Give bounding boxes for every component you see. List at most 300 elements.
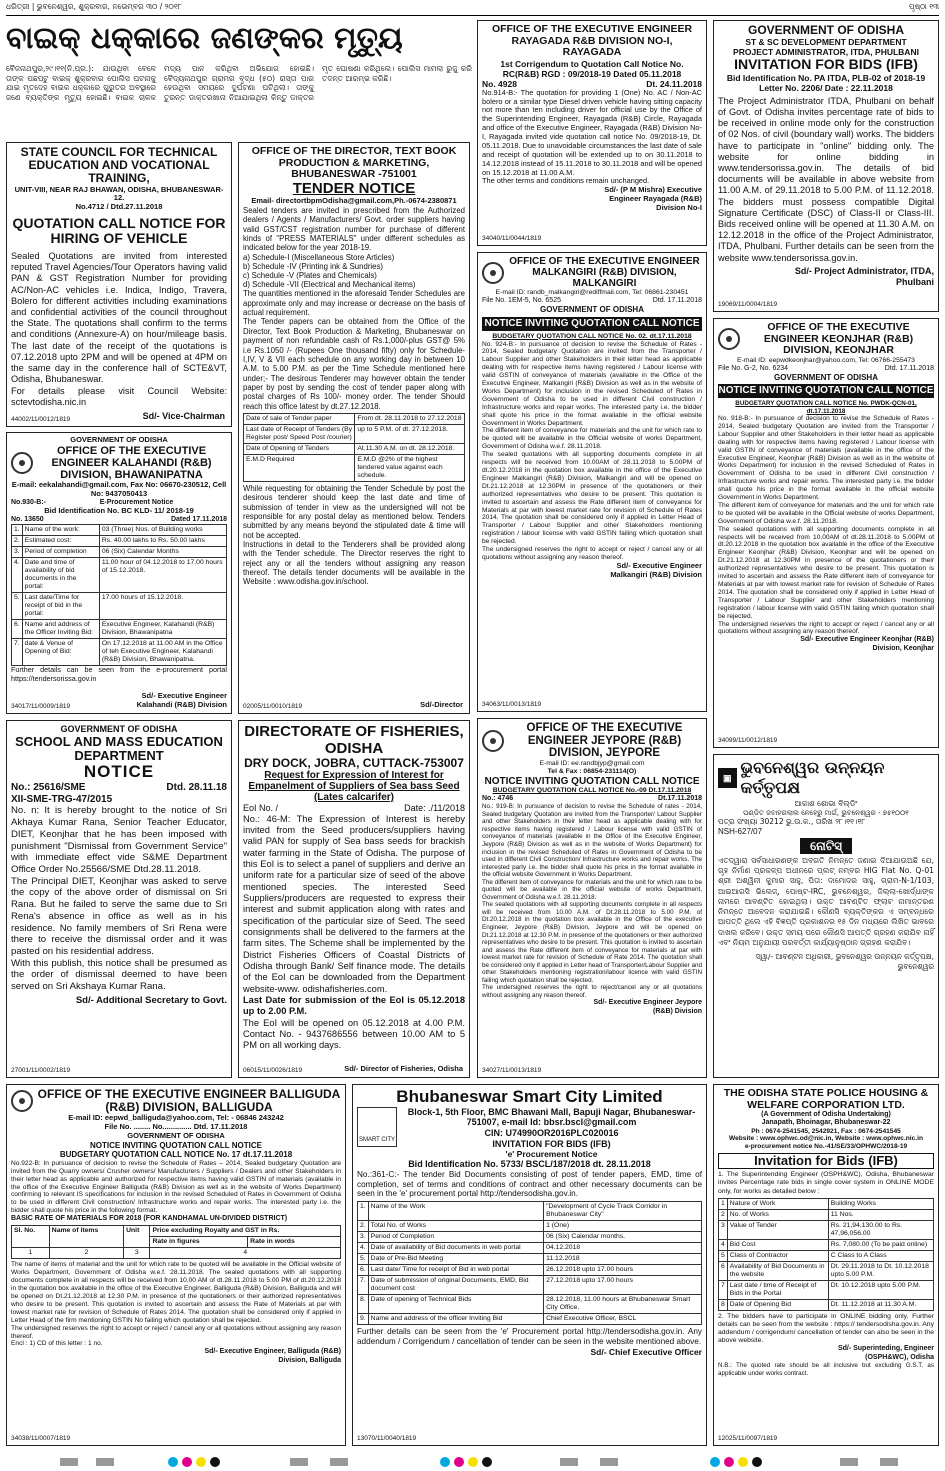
textbook-table-cell: Last date of Receipt of Tenders (By Register post/ Speed Post /courier) bbox=[244, 424, 355, 443]
sme-title: SCHOOL AND MASS EDUCATION DEPARTMENT bbox=[15, 733, 223, 763]
police-ref: 12025/11/0097/1819 bbox=[718, 1435, 778, 1443]
gray-swatch bbox=[330, 1458, 348, 1466]
sme-para-3: With this publish, this notice shall be presumed as the order of dismissal deemed to have been served on Sri Akshaya Kumar Rana. bbox=[11, 957, 227, 993]
odisha-emblem-icon bbox=[11, 452, 33, 474]
balliguda-ref: 34038/11/0007/1819 bbox=[11, 1435, 71, 1443]
rayagada-sub: 1st Corrigendum to Quotation Call Notice No. bbox=[500, 58, 684, 69]
police-table-cell: Dt. 11.12.2018 at 11.30 A.M. bbox=[828, 1299, 933, 1310]
bda-logo-icon: ▣ bbox=[718, 768, 737, 788]
scte-title: STATE COUNCIL FOR TECHNICAL EDUCATION AND VOCATIONAL TRAINING, bbox=[20, 145, 218, 186]
rayagada-signature: Sd/- (P M Mishra) Executive Engineer Rayagada (R&B) Division No-I bbox=[604, 185, 702, 212]
running-header-left: ଧରିତ୍ରୀ | ଭୁବନେଶ୍ୱର, ଶୁକ୍ରବାର, ନଭେମ୍ବର ୩୦ / ୨୦୧୮ bbox=[6, 2, 182, 11]
bscl-address: Block-1, 5th Floor, BMC Bhawani Mall, Bapuji Nagar, Bhubaneswar-751007, e-mail Id: bbsr.bscl@gmail.com bbox=[407, 1106, 696, 1128]
police-signature: Sd/- Superinteding, Engineer (OSPH&WC), Odisha bbox=[837, 1345, 934, 1361]
kalahandi-table-cell: Estimated cost: bbox=[22, 536, 99, 547]
jeypore-date: Dt.17.11.2018 bbox=[658, 794, 702, 802]
scte-notice bbox=[6, 142, 232, 427]
police-table-row bbox=[719, 1198, 934, 1209]
bda-sub: ଆକାଶ ଶୋଭା ବିଲ୍ଡିଂ bbox=[794, 798, 858, 808]
bscl-table-cell: Last date/ Time for receipt of Bid in web portal bbox=[368, 1265, 543, 1276]
sme-signature: Sd/- Additional Secretary to Govt. bbox=[75, 994, 227, 1006]
jeypore-para-2: The different item of conveyance for materials and the unit for which rate to be quoted will be available in the official website of works Department, Government of Odisha w.e.f. 28.11.2018. bbox=[482, 878, 702, 901]
kalahandi-table-cell: 2. bbox=[12, 536, 23, 547]
odisha-emblem-icon bbox=[482, 262, 504, 284]
bscl-table-cell: 28.12.2018, 11.00 hours at Bhubaneswar Smart City Office. bbox=[544, 1295, 702, 1314]
jeypore-no: No.: 4746 bbox=[482, 794, 514, 802]
police-table bbox=[718, 1198, 934, 1311]
phulbani-bid-id: Bid Identification No. PA ITDA, PLB-02 of 2018-19 bbox=[726, 72, 926, 83]
bscl-eproc: 'e' Procurement Notice bbox=[505, 1149, 598, 1160]
rayagada-no: No. 4928 bbox=[482, 78, 517, 89]
kalahandi-ref: 34017/11/0009/1819 bbox=[11, 703, 71, 711]
kalahandi-table-cell: Rs. 40.00 lakhs to Rs. 50.00 lakhs bbox=[99, 536, 226, 547]
sme-ref: 27001/11/0002/1819 bbox=[11, 1067, 71, 1075]
police-table-cell: 7 bbox=[719, 1280, 728, 1299]
bda-patra: ପତ୍ର ସଂଖ୍ୟା 30212 ଭୁ.ଉ.କ., ତାରିଖ ୨୮।୧୧।୧୮ bbox=[718, 817, 866, 827]
black-dot bbox=[482, 1457, 492, 1467]
balliguda-h2: BUDGETARY QUOTATION CALL NOTICE No. 17 dt.17.11.2018 bbox=[59, 1150, 293, 1160]
rayagada-rc: RC(R&B) RGD : 09/2018-19 Dated 05.11.2018 bbox=[502, 68, 682, 79]
scte-ref: 44002/11/0012/1819 bbox=[11, 416, 71, 424]
cyan-dot bbox=[168, 1457, 178, 1467]
scte-heading: QUOTATION CALL NOTICE FOR HIRING OF VEHICLE bbox=[12, 215, 226, 247]
bscl-table-row bbox=[358, 1243, 702, 1254]
phulbani-body: The Project Administrator ITDA, Phulbani on behalf of Govt. of Odisha invites percentage rate of bids to be received in online mode only for the construction of 02 Nos. of civil (boundary wall) works. The bidders have to participate in "online" bidding only. The website for online bidding in www.tendersorissa.gov.in. The details of bid documents will be available in above website from 11.00 A.M. of 29.11.2018 to 5.00 P.M. of 11.12.2018. The bidders must possess compatible Digital Signature Certificate (DSC) of Class-II or Class-III. Bids received online will be opened at 11.30 A.M. on 12.12.2018 in the office of the Project Administrator, ITDA, Phulbani. Further details can be seen from the website www.tendersorissa.gov.in. bbox=[718, 95, 934, 263]
fisheries-notice bbox=[238, 720, 470, 1078]
kalahandi-table-cell: On 17.12.2018 at 11.00 AM in the Office of teh Executive Engineer, Kalahandi (R&B) Division, Bhawanipatna. bbox=[99, 639, 226, 666]
balliguda-email: E-mail ID: eepwd_balliguda@yahoo.com, Tel: - 06846 243242 bbox=[68, 1113, 284, 1123]
police-heading: Invitation for Bids (IFB) bbox=[718, 1153, 934, 1169]
bscl-bid-id: Bid Identification No. 5733/ BSCL/187/2018 dt. 28.11.2018 bbox=[408, 1159, 651, 1170]
gray-swatch bbox=[60, 1458, 78, 1466]
balliguda-th-words: Rate in words bbox=[248, 1237, 341, 1248]
bscl-table-cell: Date of availability of Bid documents in web portal bbox=[368, 1243, 543, 1254]
running-header bbox=[6, 2, 939, 16]
police-table-cell: 4 bbox=[719, 1239, 728, 1250]
cyan-dot bbox=[710, 1457, 720, 1467]
police-phone: Ph : 0674-2541545, 2542921, Fax : 0674-2541545 bbox=[751, 1127, 901, 1135]
kalahandi-no: No.930-B:- bbox=[11, 498, 47, 506]
police-housing-notice bbox=[713, 1084, 939, 1446]
sme-heading: NOTICE bbox=[83, 762, 155, 782]
keonjhar-ref: 34099/11/0012/1819 bbox=[718, 737, 778, 745]
fisheries-date: Date: ./11/2018 bbox=[404, 803, 465, 814]
kalahandi-table-cell: 17.00 hours of 15.12.2018. bbox=[99, 593, 226, 620]
malkangiri-date: Dtd. 17.11.2018 bbox=[652, 297, 702, 305]
gray-swatch bbox=[560, 1458, 578, 1466]
textbook-table-cell: From dt. 28.11.2018 to 27.12.2018 bbox=[355, 413, 465, 424]
malkangiri-ref: 34063/11/0013/1819 bbox=[482, 701, 542, 709]
balliguda-th-3: Price excluding Royalty and GST in Rs. bbox=[150, 1226, 341, 1237]
keonjhar-para-2: The different item of conveyance for materials and the unit for which rate to be quoted will be available in the Official website of works Department, Government of Odisha w.e.f. 28.11.2018. bbox=[718, 501, 934, 525]
bscl-table-cell: Period of Completion bbox=[368, 1232, 543, 1243]
police-web: Website : www.ophwc.od@nic.in, Website : www.ophwc.nic.in bbox=[729, 1135, 923, 1143]
kalahandi-table-row bbox=[12, 547, 227, 558]
kalahandi-bid-id: Bid Identification No. BC KLD- 11/ 2018-19 bbox=[44, 506, 194, 516]
textbook-heading: TENDER NOTICE bbox=[292, 179, 416, 197]
malkangiri-gov: GOVERNMENT OF ODISHA bbox=[539, 305, 644, 315]
bscl-signature: Sd/- Chief Executive Officer bbox=[590, 1347, 702, 1358]
malkangiri-para-3: The sealed quotations with all supporting documents complete in all respects will be received from 10.00AM of 28.11.2018 to 5.00PM of dt.20.12.2018 in the quotation box available in the office of the Executive Engineer Malkangiri (R&B) Division, Malkangiri and will be opened on Dt.21.12.2018 at 12.30PM in presence of the quotationers or their authorized representatives who desire to be present. This quotation is invited to ascertain and assess the Rate different item of conveyance for Materials at par with lowest market rate for revision of Schedule of Rates 2014. The quotation shall be considered only if applied in Letter Head of Transporter / Labour Supplier and other Stakeholders mentioning registration / labour license with valid GSTIN failing which quotation shall be rejected. bbox=[482, 451, 702, 546]
malkangiri-email: E-mail ID: randb_malkangiri@rediffmail.com, Tel: 06861-230451 bbox=[495, 289, 689, 296]
kalahandi-table-cell: 3. bbox=[12, 547, 23, 558]
keonjhar-gov: GOVERNMENT OF ODISHA bbox=[773, 372, 878, 382]
balliguda-col-3: 3 bbox=[124, 1248, 150, 1259]
police-table-cell: Dt. 29.11.2018 to Dt. 10.12.2018 upto 5.00 P.M. bbox=[828, 1261, 933, 1280]
balliguda-signature: Sd/- Executive Engineer, Balliguda (R&B) Division, Balliguda bbox=[204, 1348, 341, 1364]
textbook-table-cell: At.11.30 A.M. on dt. 28.12.2018. bbox=[355, 443, 465, 454]
textbook-ref: 02005/11/0010/1819 bbox=[243, 703, 303, 711]
kalahandi-table-cell: 4. bbox=[12, 558, 23, 593]
gray-swatch bbox=[880, 1458, 898, 1466]
kalahandi-table-cell: 06 (Six) Calendar Months bbox=[99, 547, 226, 558]
magenta-dot bbox=[724, 1457, 734, 1467]
scte-body: Sealed Quotations are invited from interested reputed Travel Agencies/Tour Operators having valid PAN & GST Registration Number for providing AC/Non-AC vehicles i.e. Indica, Indigo, Travera, Bolero for different activities including examinations and confidential activities of the council throughout the State. The quotations shall confirm to the terms and conditions (Annexure-A) on hour/mileage basis. The last date of the receipt of the quotations is 07.12.2018 upto 2PM and will be opened at 4PM on the same day in the conference hall of SCTE&VT, Odisha, Bhubaneswar. bbox=[11, 250, 227, 385]
textbook-schedule-item: a) Schedule-I (Miscellaneous Store Articles) bbox=[243, 252, 395, 262]
phulbani-notice bbox=[713, 20, 939, 312]
sme-date: Dtd. 28.11.18 bbox=[166, 781, 227, 793]
balliguda-th-2: Unit bbox=[124, 1226, 150, 1248]
bda-heading: ନୋଟିସ୍ bbox=[800, 838, 852, 854]
police-table-row bbox=[719, 1261, 934, 1280]
keonjhar-para-4: The undersigned reserves the right to accept or reject / cancel any or all quotations without assigning any reason thereof. bbox=[718, 620, 934, 636]
bscl-table-cell: Date of submission of original Documents, EMD, Bid document cost bbox=[368, 1276, 543, 1295]
bscl-table-cell: 04.12.2018 bbox=[544, 1243, 702, 1254]
police-table-cell: Value of Tender bbox=[727, 1220, 828, 1239]
bscl-table-row bbox=[358, 1314, 702, 1325]
jeypore-sub: BUDGETARY QUOTATION CALL NOTICE No.-09 Dt.17.11.2018 bbox=[492, 786, 692, 794]
keonjhar-notice bbox=[713, 318, 939, 748]
sme-para-1: No. n: It is hereby brought to the notice of Sri Akhaya Kumar Rana, Senior Teacher Educator, DIET, Keonjhar that he has been imposed with punishment "Dismissal from Government Service" with immediate effect vide S&ME Department Office Order No.25566/SME Dtd.28.11.2018. bbox=[11, 805, 227, 875]
kalahandi-table bbox=[11, 524, 227, 666]
textbook-table bbox=[243, 413, 465, 482]
textbook-table-cell: Date of Opening of Tenders bbox=[244, 443, 355, 454]
police-table-cell: Rs. 21,94,130.00 to Rs. 47,96,056.00 bbox=[828, 1220, 933, 1239]
rayagada-ref: 34040/11/0044/1819 bbox=[482, 235, 542, 243]
kalahandi-table-row bbox=[12, 558, 227, 593]
bscl-table-cell: Name and address of the officer Inviting Bid bbox=[368, 1314, 543, 1325]
textbook-table-row bbox=[244, 454, 465, 481]
phulbani-title: PROJECT ADMINISTRATOR, ITDA, PHULBANI bbox=[733, 47, 919, 58]
keonjhar-signature: Sd/- Executive Engineer Keonjhar (R&B) Division, Keonjhar bbox=[800, 636, 934, 652]
scte-signature: Sd/- Vice-Chairman bbox=[142, 411, 225, 422]
bscl-intro: No.:361-C:- The tender Bid Documents consisting of post of tender papers, EMD, time of completion, set of terms and conditions of contract and other necessary documents can be seen in the 'e' procurement portal http://tendersodisha.gov.in. bbox=[357, 1169, 702, 1199]
balliguda-title: OFFICE OF THE EXECUTIVE ENGINEER BALLIGUDA (R&B) DIVISION, BALLIGUDA bbox=[37, 1087, 341, 1115]
bscl-table-cell: 1. bbox=[358, 1202, 369, 1221]
keonjhar-para-1: No. 918-B:- In pursuance of decision to revise the Schedule of Rates - 2014, Sealed budgetary Quotation are invited from the Transporter / Labour Supplier and other Stakeholders in their letter head as applicable dealing with for respective items having registered / Labour license with valid GSTIN of conveyance of materials (available in the office of the Executive Engineer, Keonjhar (R&B) Division as well as in the website of Works Department) for inclusion in the revised Scheduled of Rates in Government of Odisha to be used in different Civil construction / Infrastructure works and repair works. The interested party i.e. the bidder shall quote his price in the format available in the official website Government in Works Department. bbox=[718, 414, 934, 502]
police-table-cell: 1 bbox=[719, 1198, 728, 1209]
bscl-table-cell: Chief Executive Officer, BSCL bbox=[544, 1314, 702, 1325]
bscl-table-row bbox=[358, 1254, 702, 1265]
sme-gov: GOVERNMENT OF ODISHA bbox=[60, 724, 178, 734]
bscl-cin: CIN: U74990OR2016PLC020016 bbox=[484, 1127, 619, 1138]
textbook-para-5: Instructions in detail to the Tenderers shall be provided along with the Tender schedule. The Director reserves the right to reject any or all the tenders without assigning any reason thereof. The details tender documents will be available in the Website : www.odisha.gov.in/school. bbox=[243, 540, 465, 587]
rayagada-notice bbox=[477, 20, 707, 246]
police-table-row bbox=[719, 1209, 934, 1220]
rayagada-body: No.914-B:- The quotation for providing 1 (One) No. AC / Non-AC bolero or a similar type Diesel driven vehicle having sitting capacity not more than ten including driver for official use by the Office of the Superintending Engineer, Rayagada (R&B) Circle, Rayagada and office of the Executive Engineer, Rayagada (R&B) Division No-I, Rayagada invited vide quotation call notice No. 09/2018-19, Dt. 05.11.2018. Due to unavoidable circumstances the last date of sale and receipt of quotation will be extended up to on 30.11.2018 to 14.12.2018 instead of 15.11.2018 to 30.11.2018 and will be opened on 15.12.2018 at 11.00 A.M. bbox=[482, 87, 702, 177]
fisheries-para-2: Last Date for submission of the EoI is 05.12.2018 up to 2.00 P.M. bbox=[243, 995, 465, 1017]
fisheries-title: DIRECTORATE OF FISHERIES, ODISHA bbox=[244, 723, 464, 757]
bscl-table-row bbox=[358, 1265, 702, 1276]
kalahandi-table-row bbox=[12, 593, 227, 620]
keonjhar-title: OFFICE OF THE EXECUTIVE ENGINEER KEONJHAR (R&B) DIVISION, KEONJHAR bbox=[763, 321, 914, 357]
black-dot bbox=[752, 1457, 762, 1467]
print-registration-strip bbox=[0, 1453, 945, 1471]
bscl-table-row bbox=[358, 1276, 702, 1295]
textbook-schedules bbox=[243, 253, 465, 290]
kalahandi-table-row bbox=[12, 639, 227, 666]
bscl-table-cell: Date of Pre-Bid Meeting bbox=[368, 1254, 543, 1265]
keonjhar-bar: NOTICE INVITING QUOTATION CALL NOTICE bbox=[718, 385, 934, 397]
keonjhar-file: File No. G-2, No. 6234 bbox=[718, 364, 789, 372]
police-table-cell: Availability of Bid Documents in the website bbox=[727, 1261, 828, 1280]
textbook-para-3: The Tender papers can be obtained from the Office of the Director, Text Book Production & Marketing, Bhubaneswar on payment of non refundable cash of Rs.1,000/-plus GST@ 5% i.e Rs.1050 /- (Rupees One thousand fifty) only for Schedule-I,IV, V & VII each schedule on any working day in between 10 A.M. to 5.00 P.M. as per the Time Schedule mentioned here under;- The desirous Tenderer may however obtain the tender paper by post by sending the cost of tender paper along with postal charges of Rs 100/- money order. The tender Should reach this office latest by dt.27.12.2018. bbox=[243, 317, 465, 411]
police-table-cell: 6 bbox=[719, 1261, 728, 1280]
balliguda-h1: NOTICE INVITING QUOTATION CALL NOTICE bbox=[90, 1140, 262, 1150]
fisheries-heading: Request for Expression of Interest for Empanelment of Suppliers of Sea bass Seed (Lates calcarifer) bbox=[248, 770, 460, 804]
malkangiri-file: File No. 1EM-5, No. 6525 bbox=[482, 297, 561, 305]
balliguda-para-3: The undersigned reserves the right to accept or reject / cancel any or all quotations without assigning any reason thereof. bbox=[11, 1324, 341, 1340]
textbook-table-cell: Date of sale of Tender paper bbox=[244, 413, 355, 424]
kalahandi-signature: Sd/- Executive Engineer Kalahandi (R&B) Division bbox=[136, 691, 227, 710]
magenta-dot bbox=[454, 1457, 464, 1467]
kalahandi-table-row bbox=[12, 620, 227, 639]
textbook-table-row bbox=[244, 443, 465, 454]
jeypore-tel: Tel & Fax : 06854-231114(O) bbox=[547, 767, 637, 775]
bscl-table-cell: 5. bbox=[358, 1254, 369, 1265]
police-para-2: 2. The bidders have to participate in ONLINE bidding only. Further details can be seen from the website : https:// tendersodisha.gov.in. Any addendum / corrigendum/ cancellation of tender can also be seen in the above website. bbox=[718, 1312, 934, 1345]
phulbani-signature: Sd/- Project Administrator, ITDA, Phulbani bbox=[794, 265, 934, 287]
fisheries-signature: Sd/- Director of Fisheries, Odisha bbox=[344, 1064, 463, 1074]
police-table-row bbox=[719, 1239, 934, 1250]
textbook-signature: Sd/-Director bbox=[420, 700, 463, 710]
page-number: ପୃଷ୍ଠା ୧୩ bbox=[908, 2, 939, 11]
bscl-table-cell: 2. bbox=[358, 1221, 369, 1232]
textbook-table-row bbox=[244, 424, 465, 443]
textbook-table-cell: E.M.D @2% of the highest tendered value against each schedule. bbox=[355, 454, 465, 481]
malkangiri-para-4: The undersigned reserves the right to accept or reject / cancel any or all quotations without assigning any reason thereof. bbox=[482, 546, 702, 561]
police-table-cell: C Class to A Class bbox=[828, 1250, 933, 1261]
kalahandi-table-cell: 11.00 hour of 04.12.2018 to 17.00 hours of 15.12.2018. bbox=[99, 558, 226, 593]
kalahandi-file: No. 13650 bbox=[11, 515, 44, 523]
gray-swatch bbox=[600, 1458, 618, 1466]
sme-file-ref: XII-SME-TRG-47/2015 bbox=[11, 793, 113, 805]
police-table-cell: Dt. 10.12.2018 upto 5.00 P.M. bbox=[828, 1280, 933, 1299]
textbook-schedule-item: d) Schedule -VII (Electrical and Mechanical items) bbox=[243, 280, 416, 290]
bscl-table-cell: "Development of Cycle Track Corridor in Bhubaneswar City" bbox=[544, 1202, 702, 1221]
bscl-table-row bbox=[358, 1295, 702, 1314]
jeypore-signature: Sd/- Executive Engineer Jeypore (R&B) Division bbox=[593, 999, 702, 1015]
police-table-row bbox=[719, 1220, 934, 1239]
jeypore-ref: 34027/11/0013/1819 bbox=[482, 1067, 542, 1075]
malkangiri-signature: Sd/- Executive Engineer Malkangiri (R&B) Division bbox=[610, 560, 702, 579]
kalahandi-gov: GOVERNMENT OF ODISHA bbox=[70, 435, 168, 444]
kalahandi-table-cell: Last date/Time for receipt of bid in the portal: bbox=[22, 593, 99, 620]
jeypore-heading: NOTICE INVITING QUOTATION CALL NOTICE bbox=[484, 775, 700, 787]
kalahandi-notice bbox=[6, 432, 232, 714]
balliguda-th-1: Name of items bbox=[49, 1226, 123, 1248]
balliguda-encl: Encl : 1) CD of this letter : 1 no. bbox=[11, 1340, 103, 1348]
kalahandi-title: OFFICE OF THE EXECUTIVE ENGINEER KALAHANDI (R&B) DIVISION, BHAWANIPATNA bbox=[51, 444, 212, 482]
fisheries-address: DRY DOCK, JOBRA, CUTTACK-753007 bbox=[244, 756, 464, 770]
police-table-cell: 2 bbox=[719, 1209, 728, 1220]
kalahandi-table-cell: Executive Engineer, Kalahandi (R&B) Division, Bhawanipatna bbox=[99, 620, 226, 639]
textbook-schedule-item: c) Schedule -V (Plates and Chemicals) bbox=[243, 271, 377, 281]
jeypore-para-4: The undersigned reserves the right to reject/cancel any or all quotations without assigning any reason thereof. bbox=[482, 984, 702, 999]
jeypore-notice bbox=[477, 718, 707, 1078]
kalahandi-table-cell: Name of the work: bbox=[22, 525, 99, 536]
keonjhar-sub: BUDGETARY QUOTATION CALL NOTICE No. PWDK-QCN-01, dt.17.11.2018 bbox=[735, 400, 917, 415]
police-address: Janapath, Bhoinagar, Bhubaneswar-22 bbox=[761, 1119, 891, 1127]
kalahandi-date: Dated 17.11.2018 bbox=[170, 515, 227, 523]
balliguda-table-title: BASIC RATE OF MATERIALS FOR 2018 (FOR KANDHAMAL UN-DIVIDED DISTRICT) bbox=[11, 1215, 288, 1223]
bda-title: ଭୁବନେଶ୍ୱର ଉନ୍ନୟନ କର୍ତ୍ତୃପକ୍ଷ bbox=[740, 758, 885, 798]
bda-body: ଏତଦ୍ୱାରା ସର୍ବସାଧାରଣଙ୍କ ଅବଗତି ନିମନ୍ତେ ଜଣାଇ ଦିଆଯାଉଅଛି ଯେ, ଗୃହ ନିର୍ମାଣ ପ୍ରକଳ୍ପ ଅଧୀନରେ ପ୍ଲଟ୍ ନମ୍ବର HIG Flat No. Q-01 ଶ୍ରୀ ଅଶ୍ୱିନୀ କୁମାର ସାହୁ, ପିତା: ଦାମୋଦର ସାହୁ, ଗ୍ରାମ-N-1/103, ଆଇଆରସି ଭିଲେଜ୍, ପୋଷ୍ଟ-IRC, ଭୁବନେଶ୍ୱର, ଜିଲ୍ଲା-ଖୋର୍ଦ୍ଧାଙ୍କ ନାମରେ ଆବଣ୍ଟିତ ହୋଇଥିଲା। ଉକ୍ତ ଆବଣ୍ଟିତ ଫ୍ଲାଟ ନାମାନ୍ତରଣ ନିମନ୍ତେ ଆବେଦନ କରାଯାଇଛି। କୌଣସି ବ୍ୟକ୍ତିଙ୍କର ଏ ସମ୍ବନ୍ଧରେ ଆପତ୍ତି ଥିଲେ ଏହି ବିଜ୍ଞପ୍ତି ପ୍ରକାଶନର ୧୫ ଦିନ ମଧ୍ୟରେ ଲିଖିତ ଭାବରେ ଦାଖଲ କରିବେ। ଉକ୍ତ ସମୟ ପରେ କୌଣସି ଆପତ୍ତି ଗ୍ରହଣ କରାଯିବ ନାହିଁ ଏବଂ ନିୟମ ଅନୁଯାୟୀ ପରବର୍ତ୍ତୀ କାର୍ଯ୍ୟାନୁଷ୍ଠାନ ଗ୍ରହଣ କରାଯିବ। bbox=[718, 855, 934, 947]
odisha-emblem-icon bbox=[482, 730, 504, 752]
police-sub: (A Government of Odisha Undertaking) bbox=[761, 1111, 891, 1119]
fisheries-eoi-no: EoI No. / bbox=[243, 803, 279, 814]
kalahandi-table-cell: 7. bbox=[12, 639, 23, 666]
police-eproc: e-procurement notice No.-41/SE/33/OPHWC/2018-19 bbox=[744, 1143, 908, 1151]
police-table-cell: Date of Opening Bid bbox=[727, 1299, 828, 1310]
kalahandi-table-cell: 03 (Three) Nos. of Building works bbox=[99, 525, 226, 536]
jeypore-para-3: The sealed quotations with all supporting documents complete in all respects will be received from 10.00 A.M. of Dt.28.11.2018 to 5.00 P.M. of Dt.20.12.2018 in the quotation box available in the Office of the executive Engineer, Jeypore (R&B) Division, Jeypore and will be opened on Dt.21.12.2018 at 12.30 P.M. in presence of the quotationers or their authorized representatives who desire to be present. This quotation is invited to ascertain and assess the Rate different item of conveyance for materials at par with lowest market rate for revision of Schedule of Rate 2014. The quotation shall be considered only if applied in Letter head of Transporter/Labour Supplier and other Stakeholders mentioning registration/labour licence with valid GSTIN failing which quotation shall be rejected. bbox=[482, 901, 702, 984]
rayagada-other: The other terms and conditions remain unchanged. bbox=[482, 176, 650, 186]
yellow-dot bbox=[468, 1457, 478, 1467]
balliguda-th-figures: Rate in figures bbox=[150, 1237, 248, 1248]
kalahandi-table-row bbox=[12, 536, 227, 547]
phulbani-heading: INVITATION FOR BIDS (IFB) bbox=[734, 56, 918, 73]
news-headline: ବାଇକ୍ ଧକ୍କାରେ ଜଣଙ୍କର ମୃତ୍ୟୁ bbox=[6, 21, 403, 56]
kalahandi-table-cell: Period of completion bbox=[22, 547, 99, 558]
news-body: ବୈଜନାଥପୁର,୨୯।୧୧(ନି.ପ୍ର.): ଯାଉଥିବା ବେଳେ ତାଙ୍କ ପଛପଟୁ ବାଇକ୍ ଶୁକ୍ରବାର ପୋଲିସ ଘଟନାକୁ ଯାଇ ମୃତଦେହ ବାଇକ ଧକ୍କାରେ ଗୁରୁତର ଅବସ୍ଥାରେ ଜଣେ ବ୍ୟକ୍ତିଙ୍କ ମୃତ୍ୟୁ ହୋଇଛି। ବାଇକ ଚାଳକ ମଦ୍ୟ ପାନ କରିଥିବା ଅଭିଯୋଗ ହୋଇଛି। ବୈଦ୍ୟନାଥପୁର ଗ୍ରାମର ବୃଦ୍ଧ (୫୦) ରାସ୍ତା ପାର ହେଉଥିବା ସମୟରେ ଦୁର୍ଘଟଣା ଘଟିଥିଲା। ତାଙ୍କୁ ତୁରନ୍ତ ଡାକ୍ତରଖାନା ନିଆଯାଇଥିଲା କିନ୍ତୁ ଡାକ୍ତର ମୃତ ଘୋଷଣା କରିଥିଲେ। ପୋଲିସ ମାମଲା ରୁଜୁ କରି ତଦନ୍ତ ଆରମ୍ଭ କରିଛି। bbox=[6, 64, 472, 102]
yellow-dot bbox=[196, 1457, 206, 1467]
odisha-emblem-icon bbox=[718, 328, 740, 350]
odisha-emblem-icon bbox=[11, 1090, 33, 1112]
magenta-dot bbox=[182, 1457, 192, 1467]
police-table-cell: 3 bbox=[719, 1220, 728, 1239]
police-table-row bbox=[719, 1250, 934, 1261]
bscl-table-cell: 4. bbox=[358, 1243, 369, 1254]
gray-swatch bbox=[96, 1458, 114, 1466]
police-table-cell: 5 bbox=[719, 1250, 728, 1261]
malkangiri-title: OFFICE OF THE EXECUTIVE ENGINEER MALKANGIRI (R&B) DIVISION, MALKANGIRI bbox=[509, 256, 700, 289]
jeypore-para-1: No.: 919-B: In pursuance of decision to revise the Schedule of rates - 2014, Sealed budgetary Quotation are invited from the Transporter/ Labour Supplier and other Stakeholders in their letter head as applicable dealing with for respective items having registered / Labour license with valid GSTIN of conveyance of materials (available in the Office of the Executive Engineer, Jeypore (R&B) Division as well as in the website of Works Department) for inclusion in the revised Scheduled of Rates in Government of Odisha to be used in different Civil Construction/ Infrastructure works and repair works. The interested party i.e. the bidder shall quote his price in the format available in the official website Government in Works Department. bbox=[482, 803, 702, 879]
balliguda-notice bbox=[6, 1084, 346, 1446]
balliguda-th-0: Sl. No. bbox=[12, 1226, 50, 1248]
kalahandi-type: E-Procurement Notice bbox=[99, 498, 174, 506]
kalahandi-table-cell: Name and address of the Officer Inviting Bid: bbox=[22, 620, 99, 639]
balliguda-table bbox=[11, 1225, 341, 1259]
bscl-table bbox=[357, 1201, 702, 1325]
malkangiri-bar: NOTICE INVITING QUOTATION CALL NOTICE bbox=[482, 317, 702, 331]
bscl-table-cell: 9. bbox=[358, 1314, 369, 1325]
kalahandi-table-cell: date & Venue of Opening of Bid: bbox=[22, 639, 99, 666]
fisheries-para-3: The EoI will be opened on 05.12.2018 at 4.00 P.M. Contact No. - 9437686556 between 10.00 AM to 5 PM on all working days. bbox=[243, 1017, 465, 1051]
bscl-logo-text: SMART CITY bbox=[358, 1136, 396, 1143]
bscl-footer: Further details can be seen from the 'e' Procurement portal http://tendersodisha.gov.in. Any addendum / Corrigendum / cancellation of tender can be seen in the website mentioned above. bbox=[357, 1327, 702, 1347]
keonjhar-date: Dtd. 17.11.2018 bbox=[884, 364, 934, 372]
gray-swatch bbox=[840, 1458, 858, 1466]
gray-swatch bbox=[290, 1458, 308, 1466]
scte-footer: For details please visit Council Website: sctevtodisha.nic.in bbox=[11, 385, 227, 407]
police-table-cell: Nature of Work bbox=[727, 1198, 828, 1209]
rayagada-date: Dt. 24.11.2018 bbox=[646, 78, 702, 89]
kalahandi-table-cell: Date and time of availability of bid documents in the portal: bbox=[22, 558, 99, 593]
textbook-para-2: The quantities mentioned in the aforesaid Tender Schedules are approximate only and may increase or decrease on the basis of actual requirement. bbox=[243, 289, 465, 318]
bscl-table-cell: Name of the Work bbox=[368, 1202, 543, 1221]
phulbani-dept: ST & SC DEVELOPMENT DEPARTMENT bbox=[745, 37, 907, 48]
bscl-table-cell: 26.12.2018 upto 17.00 hours bbox=[544, 1265, 702, 1276]
scte-address: UNIT-VIII, NEAR RAJ BHAWAN, ODISHA, BHUBANESWAR-12. bbox=[14, 184, 224, 203]
police-table-cell: Class of Contractor bbox=[727, 1250, 828, 1261]
black-dot bbox=[210, 1457, 220, 1467]
police-table-cell: 8 bbox=[719, 1299, 728, 1310]
police-table-cell: Last date / time of Receipt of Bids in the Portal bbox=[727, 1280, 828, 1299]
police-nb: N.B.: The quoted rate should be all inclusive but excluding G.S.T. as applicable under works contract. bbox=[718, 1361, 934, 1377]
phulbani-letter: Letter No. 2206/ Date : 22.11.2018 bbox=[759, 82, 893, 93]
kalahandi-table-cell: 6. bbox=[12, 620, 23, 639]
bda-nsh: NSH-627/07 bbox=[718, 827, 763, 837]
balliguda-col-1: 1 bbox=[12, 1248, 50, 1259]
bscl-table-row bbox=[358, 1202, 702, 1221]
kalahandi-table-cell: 1. bbox=[12, 525, 23, 536]
police-table-cell: Bid Cost bbox=[727, 1239, 828, 1250]
bscl-notice bbox=[352, 1084, 707, 1446]
bda-notice bbox=[713, 754, 939, 1078]
keonjhar-para-3: The sealed quotations with all supporting documents complete in all respects will be received from 10.00AM of dt.28.11.2018 to 5.00PM of dt.20.12.2018 in the quotation box available in the office of the Executive Engineer Keonjhar (R&B) Division, Keonjhar and will be opened on Dt.21.12.2018 at 12.30PM in presence of the quotationers or their authorized representatives who desire to be present. This quotation is invited to ascertain and assess the Rate different item of conveyance for Materials at par with lowest market rate for revision of Schedule of Rates 2014. The quotation shall be considered only if applied in Letter Head of Transporter / Labour Supplier and other Stakeholders mentioning registration / labour license with valid GSTIN failing which quotation shall be rejected. bbox=[718, 525, 934, 620]
bscl-table-cell: 3. bbox=[358, 1232, 369, 1243]
textbook-para-4: While requesting for obtaining the Tender Schedule by post the desirous tenderer should keep the last date and time of submission of tender in view as the undersigned will not be responsible for any postal delay as mentioned below. Tenders submitted by any means beyond the stipulated date & time will not be accepted. bbox=[243, 484, 465, 540]
bscl-table-cell: 27.12.2018 upto 17.00 hours bbox=[544, 1276, 702, 1295]
bscl-table-cell: 1 (One) bbox=[544, 1221, 702, 1232]
balliguda-gov: GOVERNMENT OF ODISHA bbox=[127, 1131, 225, 1141]
bscl-title: Bhubaneswar Smart City Limited bbox=[396, 1087, 663, 1106]
textbook-title: OFFICE OF THE DIRECTOR, TEXT BOOK PRODUCTION & MARKETING, BHUBANESWAR -751001 bbox=[251, 145, 457, 181]
jeypore-title: OFFICE OF THE EXECUTIVE ENGINEER JEYPORE (R&B) DIVISION, JEYPORE bbox=[526, 722, 683, 760]
police-title: THE ODISHA STATE POLICE HOUSING & WELFARE CORPORATION LTD. bbox=[723, 1087, 929, 1111]
bda-address: ପଣ୍ଡିତ ଜବାହରଲାଲ ନେହେରୁ ମାର୍ଗ, ଭୁବନେଶ୍ୱର - ୭୫୧୦୦୧ bbox=[743, 808, 909, 817]
sme-notice bbox=[6, 720, 232, 1078]
textbook-table-cell: E.M.D Required bbox=[244, 454, 355, 481]
balliguda-col-2: 2 bbox=[49, 1248, 123, 1259]
bscl-ref: 13070/11/0040/1819 bbox=[357, 1435, 417, 1443]
keonjhar-email: E-mail ID: eepwdkeonjhar@yahoo.com, Tel: 06766-255473 bbox=[737, 356, 915, 364]
malkangiri-notice bbox=[477, 252, 707, 712]
bscl-table-row bbox=[358, 1232, 702, 1243]
kalahandi-footer: Further details can be seen from the e-procurement portal https://tendersorissa.gov.in bbox=[11, 665, 227, 684]
sme-para-2: The Principal DIET, Keonjhar was asked to serve the copy of the above order of dismissal on Sri Rana. But he failed to serve the same due to Sri Rena's absence in office as well as in his residence. No family members of Sri Rena were there to receive the dismissal order and it was pasted on his residential address. bbox=[11, 875, 227, 957]
bscl-table-cell: 8. bbox=[358, 1295, 369, 1314]
kalahandi-email: E-mail: eekalahandi@gmail.com, Fax No: 06670-230512, Cell No: 9437050413 bbox=[11, 480, 227, 498]
phulbani-ref: 19069/11/0004/1819 bbox=[718, 301, 778, 309]
bscl-table-row bbox=[358, 1221, 702, 1232]
police-table-cell: Rs. 7,080.00 (To be paid online) bbox=[828, 1239, 933, 1250]
kalahandi-table-row bbox=[12, 525, 227, 536]
bda-signature: ସ୍ୱା/- ଆବଣ୍ଟନ ଅଧିକାରୀ, ଭୁବନେଶ୍ୱର ଉନ୍ନୟନ କର୍ତ୍ତୃପକ୍ଷ, ଭୁବନେଶ୍ୱର bbox=[755, 952, 934, 971]
bscl-table-cell: 06 (Six) Calendar months. bbox=[544, 1232, 702, 1243]
balliguda-para-2: The name of items of material and the unit for which rate to be quoted will be available in the Official website of Works Department, Government of Odisha w.e.f. 28.11.2018. The sealed quotations with all supporting documents complete in all respects will be received from 10.00 AM of dt.28.11.2018 to 5.00 PM of dt.20.12.2018 in the quotation box available in the office of the Executive Engineer, Balliguda (R&B) Division, Balliguda and will be opened on Dt.21.12.2018 at 12.30 P.M. in presence of the quotationers or their authorized representatives who desire to be present. This quotation is invited to ascertain and assess the Rate of Materials at par with lowest market rate for revision of Schedule of Rates 2014. The quotation shall be considered only if applied in Letter Head of the firm mentioning GSTIN No failing which quotation shall be rejected. bbox=[11, 1261, 341, 1324]
bscl-ifb: INVITATION FOR BIDS (IFB) bbox=[492, 1138, 611, 1149]
phulbani-gov: GOVERNMENT OF ODISHA bbox=[747, 23, 904, 37]
bscl-table-cell: 6. bbox=[358, 1265, 369, 1276]
textbook-email: Email- directortbpmOdisha@gmail.com,Ph.-0674-2380871 bbox=[251, 196, 457, 206]
police-table-cell: Building Works bbox=[828, 1198, 933, 1209]
textbook-table-cell: up to 5 P.M. of dt. 27.12.2018. bbox=[355, 424, 465, 443]
bscl-logo-icon bbox=[357, 1107, 397, 1147]
police-table-row bbox=[719, 1299, 934, 1310]
balliguda-col-4: 4 bbox=[150, 1248, 341, 1259]
